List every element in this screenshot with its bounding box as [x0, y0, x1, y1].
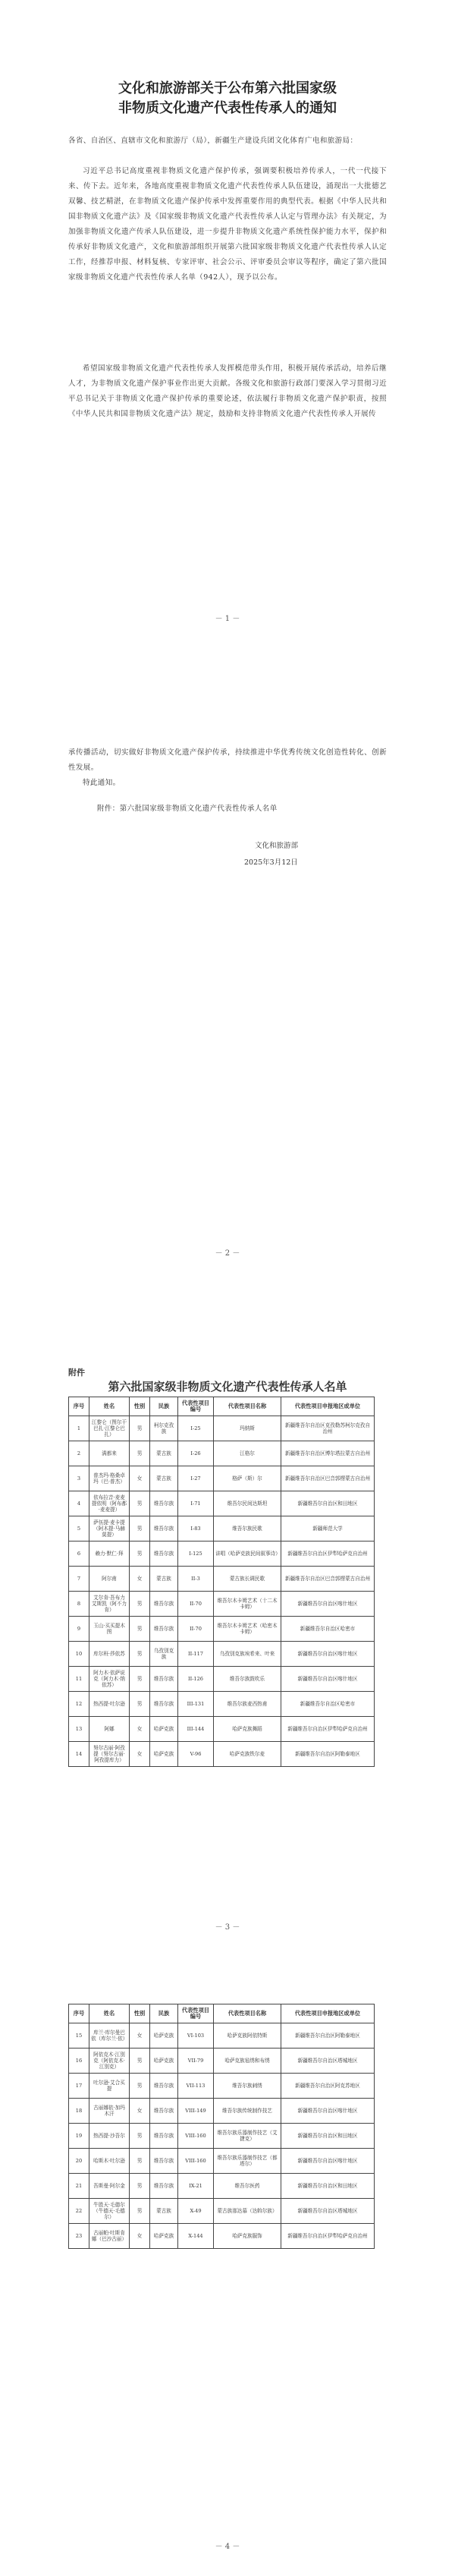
cell-name: 阿依克木·江别克（阿依克木·江别克）	[89, 2049, 130, 2074]
table-row	[69, 1491, 375, 1516]
cell-name: 古丽娜依·加玛木汗	[89, 2099, 130, 2124]
cell-name: 阿力木·依萨说克（阿力木·纳依苏）	[89, 1667, 130, 1692]
cell-index: 11	[69, 1667, 89, 1692]
cell-name: 努尔古丽·阿孜提（努尔古丽·阿孜提库力）	[89, 1742, 130, 1767]
cell-project-name: 维吾尔族麦西热甫	[214, 1692, 281, 1717]
header-cell: 代表性项目编号	[178, 2004, 214, 2023]
header-cell: 代表性项目名称	[214, 1397, 281, 1416]
cell-ethnicity: 维吾尔族	[150, 1542, 178, 1567]
cell-project-name: 江格尔	[214, 1441, 281, 1466]
cell-index: 23	[69, 2224, 89, 2249]
cell-name: 库兰·库尔曼巴依（库尔兰·依）	[89, 2023, 130, 2049]
cell-index: 17	[69, 2074, 89, 2099]
cell-index: 21	[69, 2174, 89, 2199]
cell-ethnicity: 维吾尔族	[150, 2074, 178, 2099]
cell-ethnicity: 哈萨克族	[150, 2049, 178, 2074]
cell-project-code: VII-113	[178, 2074, 214, 2099]
header-cell: 民族	[150, 1397, 178, 1416]
cell-index: 6	[69, 1542, 89, 1567]
cell-project-code: I-125	[178, 1542, 214, 1567]
cell-project-name: 哈萨克族服饰	[214, 2224, 281, 2249]
cell-project-code: II-117	[178, 1642, 214, 1667]
cell-project-name: 维吾尔族传统制作技艺	[214, 2099, 281, 2124]
table-row	[69, 1667, 375, 1692]
header-cell: 代表性项目申报地区或单位	[281, 2004, 375, 2023]
cell-gender: 男	[130, 2074, 150, 2099]
table-row	[69, 2199, 375, 2224]
cell-gender: 男	[130, 1667, 150, 1692]
cell-index: 3	[69, 1466, 89, 1491]
cell-index: 16	[69, 2049, 89, 2074]
cell-region: 新疆维吾尔自治区克孜勒苏柯尔克孜自治州	[281, 1416, 375, 1441]
cell-gender: 男	[130, 2049, 150, 2074]
table-row	[69, 2149, 375, 2174]
cell-gender: 女	[130, 2023, 150, 2049]
table-header-row	[69, 2004, 375, 2023]
cell-gender: 男	[130, 1692, 150, 1717]
cell-index: 19	[69, 2124, 89, 2149]
cell-index: 20	[69, 2149, 89, 2174]
cell-gender: 男	[130, 1592, 150, 1617]
cell-project-code: V-96	[178, 1742, 214, 1767]
cell-region: 新疆维吾尔自治区喀什地区	[281, 1592, 375, 1617]
cell-name: 满都来	[89, 1441, 130, 1466]
cell-project-code: I-27	[178, 1466, 214, 1491]
header-cell: 姓名	[89, 1397, 130, 1416]
table-row	[69, 1742, 375, 1767]
header-cell: 民族	[150, 2004, 178, 2023]
cell-region: 新疆维吾尔自治区哈密市	[281, 1617, 375, 1642]
cell-project-name: 哈萨克族毡绣和布绣	[214, 2049, 281, 2074]
table-row	[69, 2174, 375, 2199]
closing-phrase: 特此通知。	[83, 779, 121, 787]
cell-project-code: VIII-149	[178, 2099, 214, 2124]
cell-index: 13	[69, 1717, 89, 1742]
cell-ethnicity: 维吾尔族	[150, 2174, 178, 2199]
attachment-line: 附件：第六批国家级非物质文化遗产代表性传承人名单	[97, 805, 278, 813]
cell-gender: 男	[130, 2199, 150, 2224]
cell-ethnicity: 维吾尔族	[150, 2124, 178, 2149]
cell-region: 新疆维吾尔自治区博尔塔拉蒙古自治州	[281, 1441, 375, 1466]
table-row	[69, 2224, 375, 2249]
cell-name: 吾斯曼·阿尔金	[89, 2174, 130, 2199]
cell-project-name: 讲唱（哈萨克族民间叙事诗）	[214, 1542, 281, 1567]
cell-region: 新疆维吾尔自治区阿勒泰地区	[281, 1742, 375, 1767]
cell-ethnicity: 蒙古族	[150, 1466, 178, 1491]
cell-name: 热西提·吐尔逊	[89, 1692, 130, 1717]
cell-project-code: VI-103	[178, 2023, 214, 2049]
cell-project-code: III-131	[178, 1692, 214, 1717]
cell-gender: 男	[130, 2174, 150, 2199]
cell-ethnicity: 维吾尔族	[150, 1592, 178, 1617]
cell-name: 赖力·默仁·拜	[89, 1542, 130, 1567]
cell-name: 古丽帕·吐斯肯娜（巴沙古丽）	[89, 2224, 130, 2249]
cell-region: 新疆维吾尔自治区喀什地区	[281, 1642, 375, 1667]
cell-index: 15	[69, 2023, 89, 2049]
cell-ethnicity: 维吾尔族	[150, 1617, 178, 1642]
table-row	[69, 1542, 375, 1567]
cell-gender: 男	[130, 1441, 150, 1466]
attachment-label: 附件	[68, 1368, 85, 1378]
inheritors-table-2	[68, 2004, 375, 2249]
cell-gender: 男	[130, 1642, 150, 1667]
notice-title-line1: 文化和旅游部关于公布第六批国家级	[118, 80, 337, 96]
cell-project-name: 维吾尔族乐器制作技艺（艾捷克）	[214, 2124, 281, 2149]
cell-region: 新疆维吾尔自治区巴音郭楞蒙古自治州	[281, 1567, 375, 1592]
cell-project-name: 蒙古族那达慕（达斡尔族）	[214, 2199, 281, 2224]
cell-ethnicity: 维吾尔族	[150, 2149, 178, 2174]
cell-gender: 男	[130, 1516, 150, 1542]
cell-gender: 女	[130, 1466, 150, 1491]
page-3	[0, 1321, 455, 1958]
cell-name: 依布拉音·麦麦提依明（阿布都·麦麦提）	[89, 1491, 130, 1516]
page-1	[0, 0, 455, 653]
inheritors-table-1	[68, 1397, 375, 1767]
cell-index: 9	[69, 1617, 89, 1642]
cell-name: 哈斯木·吐尔逊	[89, 2149, 130, 2174]
cell-project-name: 维吾尔民间达斯坦	[214, 1491, 281, 1516]
cell-project-name: 维吾尔木卡姆艺术（哈密木卡姆）	[214, 1617, 281, 1642]
cell-ethnicity: 哈萨克族	[150, 1717, 178, 1742]
cell-project-name: 格萨（斯）尔	[214, 1466, 281, 1491]
page-number: － 3 －	[215, 1923, 240, 1932]
cell-ethnicity: 哈萨克族	[150, 2224, 178, 2249]
cell-project-code: I-26	[178, 1441, 214, 1466]
cell-name: 阿娜	[89, 1717, 130, 1742]
cell-project-name: 维吾尔族刺绣	[214, 2074, 281, 2099]
salutation: 各省、自治区、直辖市文化和旅游厅（局），新疆生产建设兵团文化体育广电和旅游局：	[68, 137, 358, 145]
cell-name: 普杰玛·格桑卓玛（巴·普杰）	[89, 1466, 130, 1491]
header-cell: 代表性项目名称	[214, 2004, 281, 2023]
cell-project-code: IX-21	[178, 2174, 214, 2199]
cell-gender: 男	[130, 1416, 150, 1441]
table-row	[69, 2049, 375, 2074]
cell-project-code: II-3	[178, 1567, 214, 1592]
cell-gender: 男	[130, 1617, 150, 1642]
cell-index: 14	[69, 1742, 89, 1767]
cell-index: 12	[69, 1692, 89, 1717]
cell-project-code: VII-79	[178, 2049, 214, 2074]
body-paragraph-2: 希望国家级非物质文化遗产代表性传承人发挥模范带头作用，积极开展传承活动，培养后继人才，为非物质文化遗产保护事业作出更大贡献。各级文化和旅游行政部门要深入学习贯彻习近平总书记关于非物质文化遗产保护传承的重要论述，依法履行非物质文化遗产保护职责，按照《中华人民共和国非物质文化遗产法》规定，鼓励和支持非物质文化遗产代表性传承人开展传	[68, 364, 387, 418]
cell-name: 江黎仑（图尔干巴扎·江黎仑巴扎）	[89, 1416, 130, 1441]
cell-project-code: I-71	[178, 1491, 214, 1516]
cell-gender: 女	[130, 1742, 150, 1767]
header-cell: 姓名	[89, 2004, 130, 2023]
page-number: － 1 －	[215, 615, 240, 623]
body-paragraph-1: 习近平总书记高度重视非物质文化遗产保护传承，强调要积极培养传承人，一代一代接下来、传下去。近年来，各地高度重视非物质文化遗产代表性传承人队伍建设，涌现出一大批德艺双馨、技艺精湛，在非物质文化遗产保护传承中发挥重要作用的典型代表。根据《中华人民共和国非物质文化遗产法》及《国家级非物质文化遗产代表性传承人认定与管理办法》有关规定，为加强非物质文化遗产传承人队伍建设，进一步提升非物质文化遗产系统性保护能力水平，保护和传承好非物质文化遗产，文化和旅游部组织开展第六批国家级非物质文化遗产代表性传承人认定工作，经推荐申报、材料复核、专家评审、社会公示、评审委员会审议等程序，确定了第六批国家级非物质文化遗产代表性传承人名单（942人），现予以公布。	[68, 167, 387, 282]
table-row	[69, 1567, 375, 1592]
cell-project-code: II-126	[178, 1667, 214, 1692]
cell-ethnicity: 蒙古族	[150, 2199, 178, 2224]
cell-region: 新疆维吾尔自治区阿克苏地区	[281, 2074, 375, 2099]
cell-ethnicity: 蒙古族	[150, 1567, 178, 1592]
cell-ethnicity: 维吾尔族	[150, 1516, 178, 1542]
cell-region: 新疆维吾尔自治区哈密市	[281, 1692, 375, 1717]
cell-region: 新疆维吾尔自治区和田地区	[281, 1491, 375, 1516]
cell-name: 吐尔逊·艾合买提	[89, 2074, 130, 2099]
cell-ethnicity: 哈萨克族	[150, 1742, 178, 1767]
cell-gender: 女	[130, 1567, 150, 1592]
cell-region: 新疆维吾尔自治区喀什地区	[281, 1667, 375, 1692]
cell-ethnicity: 柯尔克孜族	[150, 1416, 178, 1441]
body-paragraph-3: 承传播活动，切实做好非物质文化遗产保护传承，持续推进中华优秀传统文化创造性转化、创新性发展。	[68, 748, 387, 772]
header-cell: 性别	[130, 2004, 150, 2023]
table-header-row	[69, 1397, 375, 1416]
cell-project-code: II-70	[178, 1592, 214, 1617]
cell-project-name: 玛纳斯	[214, 1416, 281, 1441]
table-row	[69, 1466, 375, 1491]
cell-region: 新疆维吾尔自治区阿勒泰地区	[281, 2023, 375, 2049]
cell-project-name: 维吾尔族乐器制作技艺（都塔尔）	[214, 2149, 281, 2174]
cell-region: 新疆维吾尔自治区和田地区	[281, 2124, 375, 2149]
table-row	[69, 2023, 375, 2049]
cell-project-name: 乌孜别克族埃希来、叶来	[214, 1642, 281, 1667]
cell-region: 新疆维吾尔自治区塔城地区	[281, 2049, 375, 2074]
cell-name: 阿尔甫	[89, 1567, 130, 1592]
cell-project-name: 维吾尔医药	[214, 2174, 281, 2199]
notice-title-line2: 非物质文化遗产代表性传承人的通知	[118, 100, 337, 116]
table-row	[69, 1617, 375, 1642]
cell-ethnicity: 蒙古族	[150, 1441, 178, 1466]
table-row	[69, 1717, 375, 1742]
cell-ethnicity: 维吾尔族	[150, 1667, 178, 1692]
table-row	[69, 1592, 375, 1617]
table-row	[69, 2074, 375, 2099]
header-cell: 序号	[69, 2004, 89, 2023]
cell-ethnicity: 维吾尔族	[150, 1491, 178, 1516]
cell-index: 7	[69, 1567, 89, 1592]
cell-region: 新疆师范大学	[281, 1516, 375, 1542]
cell-region: 新疆维吾尔自治区塔城地区	[281, 2199, 375, 2224]
cell-index: 10	[69, 1642, 89, 1667]
cell-project-code: X-49	[178, 2199, 214, 2224]
cell-gender: 男	[130, 2124, 150, 2149]
cell-project-name: 维吾尔木卡姆艺术（十二木卡姆）	[214, 1592, 281, 1617]
cell-project-code: I-83	[178, 1516, 214, 1542]
cell-region: 新疆维吾尔自治区巴音郭楞蒙古自治州	[281, 1466, 375, 1491]
cell-project-code: III-144	[178, 1717, 214, 1742]
cell-gender: 男	[130, 2149, 150, 2174]
header-cell: 代表性项目编号	[178, 1397, 214, 1416]
cell-ethnicity: 维吾尔族	[150, 2099, 178, 2124]
table-row	[69, 2099, 375, 2124]
cell-region: 新疆维吾尔自治区喀什地区	[281, 2099, 375, 2124]
cell-gender: 女	[130, 1717, 150, 1742]
cell-ethnicity: 维吾尔族	[150, 1692, 178, 1717]
table-row	[69, 1516, 375, 1542]
cell-name: 玉山·买买提木图	[89, 1617, 130, 1642]
cell-project-name: 哈萨克族舞蹈	[214, 1717, 281, 1742]
table-row	[69, 2124, 375, 2149]
header-cell: 序号	[69, 1397, 89, 1416]
cell-project-code: VIII-160	[178, 2149, 214, 2174]
cell-project-name: 蒙古族长调民歌	[214, 1567, 281, 1592]
cell-region: 新疆维吾尔自治区伊犁哈萨克自治州	[281, 2224, 375, 2249]
table-row	[69, 1642, 375, 1667]
cell-ethnicity: 哈萨克族	[150, 2023, 178, 2049]
cell-region: 新疆维吾尔自治区伊犁哈萨克自治州	[281, 1717, 375, 1742]
cell-project-code: VIII-160	[178, 2124, 214, 2149]
page-number: － 4 －	[215, 2543, 240, 2551]
cell-index: 2	[69, 1441, 89, 1466]
table-row	[69, 1416, 375, 1441]
cell-name: 艾尔肯·吾布力艾斯凯（阿不力肯）	[89, 1592, 130, 1617]
cell-gender: 女	[130, 2224, 150, 2249]
cell-region: 新疆维吾尔自治区喀什地区	[281, 2149, 375, 2174]
signer: 文化和旅游部	[255, 842, 299, 850]
cell-project-name: 哈萨克族阿依特斯	[214, 2023, 281, 2049]
cell-gender: 女	[130, 2099, 150, 2124]
cell-index: 4	[69, 1491, 89, 1516]
cell-project-name: 维吾尔族鼓吹乐	[214, 1667, 281, 1692]
cell-name: 牛胜天·毛德尔（牛德天·毛德尔）	[89, 2199, 130, 2224]
cell-gender: 男	[130, 1542, 150, 1567]
list-title: 第六批国家级非物质文化遗产代表性传承人名单	[108, 1380, 347, 1393]
cell-name: 热西提·沙吾尔	[89, 2124, 130, 2149]
cell-index: 1	[69, 1416, 89, 1441]
cell-name: 库尔班·莎依苏	[89, 1642, 130, 1667]
cell-project-code: X-144	[178, 2224, 214, 2249]
page-4	[0, 1958, 455, 2576]
header-cell: 代表性项目申报地区或单位	[281, 1397, 375, 1416]
page-2	[0, 653, 455, 1321]
cell-region: 新疆维吾尔自治区伊犁哈萨克自治州	[281, 1542, 375, 1567]
cell-gender: 男	[130, 1491, 150, 1516]
cell-index: 5	[69, 1516, 89, 1542]
page-number: － 2 －	[215, 1249, 240, 1258]
issue-date: 2025年3月12日	[244, 858, 298, 867]
cell-index: 22	[69, 2199, 89, 2224]
header-cell: 性别	[130, 1397, 150, 1416]
cell-project-name: 哈萨克族铁尔麦	[214, 1742, 281, 1767]
cell-project-code: II-70	[178, 1617, 214, 1642]
cell-project-code: I-25	[178, 1416, 214, 1441]
cell-region: 新疆维吾尔自治区和田地区	[281, 2174, 375, 2199]
cell-name: 萨伍提·麦卡提（阿木提·马赫莫提）	[89, 1516, 130, 1542]
cell-index: 8	[69, 1592, 89, 1617]
table-row	[69, 1441, 375, 1466]
table-row	[69, 1692, 375, 1717]
cell-project-name: 维吾尔族民歌	[214, 1516, 281, 1542]
cell-index: 18	[69, 2099, 89, 2124]
cell-ethnicity: 乌孜别克族	[150, 1642, 178, 1667]
